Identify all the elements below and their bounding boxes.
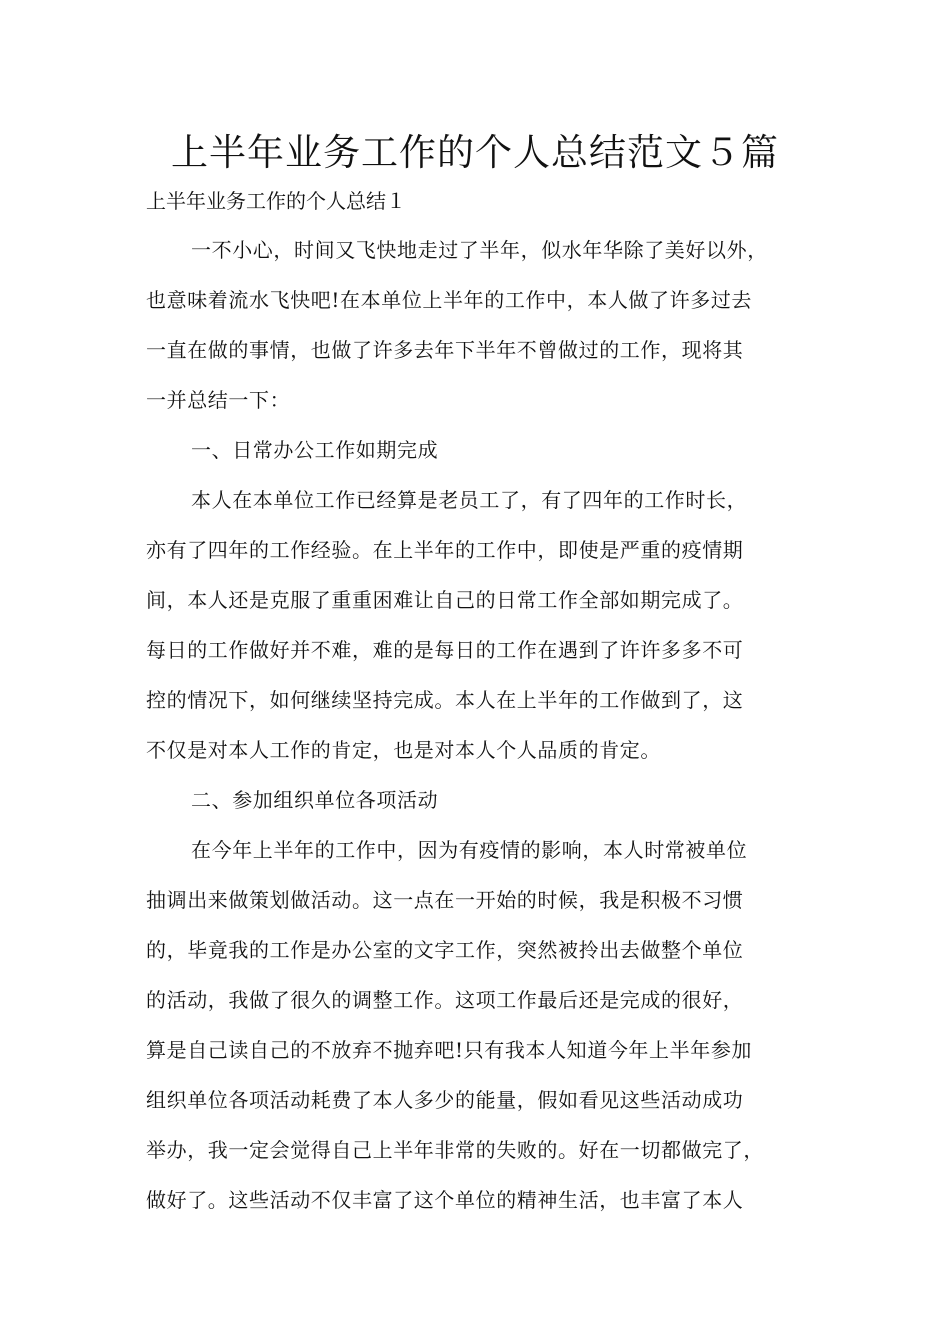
paragraph-line: 控的情况下，如何继续坚持完成。本人在上半年的工作做到了，这 xyxy=(146,688,744,712)
paragraph-line: 间，本人还是克服了重重困难让自己的日常工作全部如期完成了。 xyxy=(146,588,744,612)
paragraph-line: 做好了。这些活动不仅丰富了这个单位的精神生活，也丰富了本人 xyxy=(146,1188,744,1212)
paragraph-line: 不仅是对本人工作的肯定，也是对本人个人品质的肯定。 xyxy=(146,738,661,762)
paragraph-line: 本人在本单位工作已经算是老员工了，有了四年的工作时长， xyxy=(191,488,748,512)
paragraph-line: 在今年上半年的工作中，因为有疫情的影响，本人时常被单位 xyxy=(191,838,748,862)
paragraph-line: 抽调出来做策划做活动。这一点在一开始的时候，我是积极不习惯 xyxy=(146,888,744,912)
paragraph-line: 一不小心，时间又飞快地走过了半年，似水年华除了美好以外， xyxy=(191,238,768,262)
section-heading: 一、日常办公工作如期完成 xyxy=(191,438,439,462)
paragraph-line: 的活动，我做了很久的调整工作。这项工作最后还是完成的很好， xyxy=(146,988,744,1012)
paragraph-line: 的，毕竟我的工作是办公室的文字工作，突然被拎出去做整个单位 xyxy=(146,938,744,962)
paragraph-line: 一并总结一下： xyxy=(146,388,291,412)
paragraph-line: 算是自己读自己的不放弃不抛弃吧!只有我本人知道今年上半年参加 xyxy=(146,1038,753,1062)
paragraph-line: 每日的工作做好并不难，难的是每日的工作在遇到了许许多多不可 xyxy=(146,638,744,662)
paragraph-line: 亦有了四年的工作经验。在上半年的工作中，即使是严重的疫情期 xyxy=(146,538,744,562)
paragraph-line: 组织单位各项活动耗费了本人多少的能量，假如看见这些活动成功 xyxy=(146,1088,744,1112)
section-heading: 二、参加组织单位各项活动 xyxy=(191,788,439,812)
document-title: 上半年业务工作的个人总结范文５篇 xyxy=(171,131,779,174)
section-subtitle: 上半年业务工作的个人总结１ xyxy=(146,189,406,213)
paragraph-line: 一直在做的事情，也做了许多去年下半年不曾做过的工作，现将其 xyxy=(146,338,744,362)
paragraph-line: 举办，我一定会觉得自己上半年非常的失败的。好在一切都做完了， xyxy=(146,1138,764,1162)
paragraph-line: 也意味着流水飞快吧!在本单位上半年的工作中，本人做了许多过去 xyxy=(146,288,753,312)
